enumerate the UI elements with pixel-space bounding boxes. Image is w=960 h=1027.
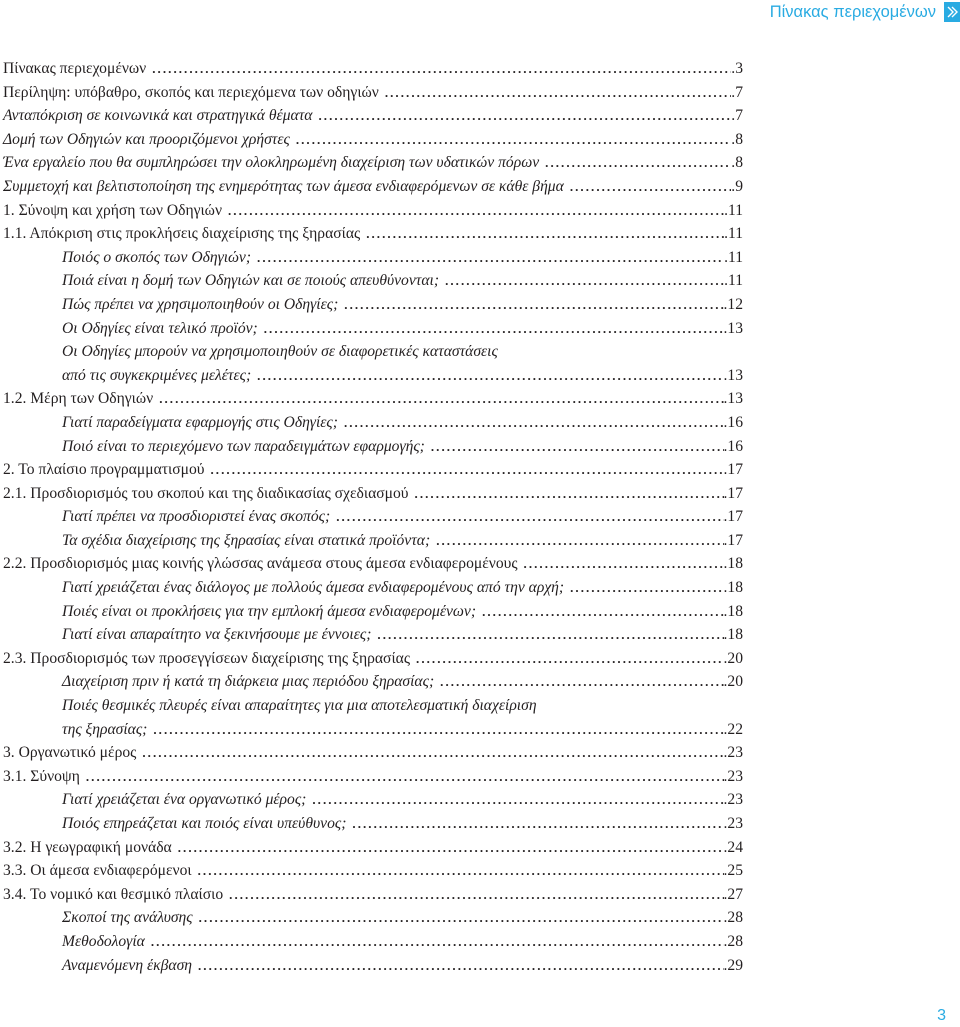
toc-entry-page: .18: [723, 626, 743, 644]
page-number: 3: [937, 1007, 946, 1024]
toc-entry-title: Τα σχέδια διαχείρισης της ξηρασίας είναι στατικά προϊόντα;: [62, 531, 431, 549]
dot-leader: [409, 486, 724, 502]
toc-entry-title: 1.1. Απόκριση στις προκλήσεις διαχείρισης της ξηρασίας: [3, 225, 361, 243]
dot-leader: [539, 155, 731, 171]
dot-leader: [338, 297, 723, 313]
dot-leader: [306, 792, 723, 808]
toc-entry[interactable]: [3, 202, 743, 226]
toc-entry-title: Πίνακας περιεχομένων: [3, 60, 147, 77]
toc-entry-page: .18: [723, 555, 743, 573]
toc-entry-title: από τις συγκεκριμένες μελέτες;: [62, 366, 252, 384]
toc-entry-page: .11: [724, 225, 743, 243]
dot-leader: [192, 863, 724, 879]
toc-entry[interactable]: [3, 296, 743, 320]
dot-leader: [222, 203, 724, 219]
running-header: [770, 0, 960, 24]
toc-entry-page: .29: [723, 956, 743, 974]
dot-leader: [205, 462, 724, 478]
dot-leader: [330, 509, 723, 525]
toc-entry-page: .11: [724, 248, 743, 266]
toc-entry[interactable]: [3, 532, 743, 556]
toc-entry-title: Ποιές είναι οι προκλήσεις για την εμπλοκή άμεσα ενδιαφερομένων;: [62, 602, 477, 620]
toc-entry-page: .9: [731, 177, 743, 195]
toc-entry-title: 2.2. Προσδιορισμός μιας κοινής γλώσσας ανάμεσα στους άμεσα ενδιαφερομένους: [3, 555, 518, 573]
chevron-right-icon: [944, 2, 960, 22]
dot-leader: [434, 674, 723, 690]
toc-entry-title: Οι Οδηγίες μπορούν να χρησιμοποιηθούν σε διαφορετικές καταστάσεις: [62, 343, 498, 361]
toc-entry[interactable]: [3, 272, 743, 296]
dot-leader: [360, 226, 724, 242]
toc-entry-page: .22: [723, 720, 743, 738]
dot-leader: [439, 273, 724, 289]
dot-leader: [146, 61, 731, 77]
toc-entry-title: Περίληψη: υπόβαθρο, σκοπός και περιεχόμενα των οδηγιών: [3, 83, 379, 101]
toc-entry[interactable]: [3, 933, 743, 957]
toc-entry[interactable]: [3, 957, 743, 981]
toc-entry-page: .20: [723, 649, 743, 667]
dot-leader: [223, 887, 723, 903]
toc-entry-title: Οι Οδηγίες είναι τελικό προϊόν;: [62, 319, 258, 337]
dot-leader: [564, 580, 723, 596]
toc-entry[interactable]: [3, 84, 743, 108]
toc-entry-title: Πώς πρέπει να χρησιμοποιηθούν οι Οδηγίες;: [62, 295, 339, 313]
toc-entry[interactable]: [3, 414, 743, 438]
toc-entry[interactable]: [3, 673, 743, 697]
toc-entry[interactable]: [3, 886, 743, 910]
toc-entry-title: Ποιό είναι το περιεχόμενο των παραδειγμάτων εφαρμογής;: [62, 437, 425, 455]
toc-entry-page: .17: [723, 531, 743, 549]
toc-entry[interactable]: [3, 768, 743, 792]
toc-entry[interactable]: [3, 343, 743, 367]
toc-entry[interactable]: [3, 697, 743, 721]
toc-entry[interactable]: [3, 650, 743, 674]
toc-entry-page: .17: [723, 484, 743, 502]
toc-entry-title: 3.3. Οι άμεσα ενδιαφερόμενοι: [3, 862, 192, 880]
toc-entry[interactable]: [3, 721, 743, 745]
toc-entry-title: Ποιές θεσμικές πλευρές είναι απαραίτητες για μια αποτελεσματική διαχείριση: [62, 697, 537, 715]
dot-leader: [312, 108, 731, 124]
dot-leader: [258, 321, 724, 337]
toc-entry-title: Γιατί χρειάζεται ένας διάλογος με πολλούς άμεσα ενδιαφερομένους από την αρχή;: [62, 579, 565, 597]
toc-entry[interactable]: [3, 744, 743, 768]
toc-entry[interactable]: [3, 225, 743, 249]
toc-entry[interactable]: [3, 555, 743, 579]
toc-entry-page: .23: [723, 744, 743, 762]
toc-entry-title: Ποιός ο σκοπός των Οδηγιών;: [62, 248, 252, 266]
toc-entry-title: 2.3. Προσδιορισμός των προσεγγίσεων διαχείρισης της ξηρασίας: [3, 649, 411, 667]
toc-entry-title: Ένα εργαλείο που θα συμπληρώσει την ολοκληρωμένη διαχείριση των υδατικών πόρων: [3, 154, 540, 172]
toc-entry-page: .13: [723, 319, 743, 337]
dot-leader: [147, 722, 723, 738]
dot-leader: [153, 391, 723, 407]
toc-entry-page: .27: [723, 885, 743, 903]
toc-entry-title: Αναμενόμενη έκβαση: [62, 956, 192, 974]
dot-leader: [145, 934, 724, 950]
dot-leader: [518, 556, 724, 572]
toc-entry[interactable]: [3, 579, 743, 603]
toc-entry-page: .18: [723, 579, 743, 597]
toc-entry-page: .8: [731, 154, 743, 172]
toc-entry-page: .8: [731, 130, 743, 148]
toc-entry-title: 3.1. Σύνοψη: [3, 767, 80, 785]
toc-entry-page: .28: [723, 932, 743, 950]
toc-entry[interactable]: [3, 461, 743, 485]
dot-leader: [476, 604, 723, 620]
toc-entry-title: Σκοποί της ανάλυσης: [62, 909, 193, 927]
toc-entry[interactable]: [3, 603, 743, 627]
toc-entry[interactable]: [3, 839, 743, 863]
dot-leader: [371, 627, 723, 643]
toc-entry-title: Συμμετοχή και βελτιστοποίηση της ενημερότητας των άμεσα ενδιαφερόμενων σε κάθε βήμα: [3, 177, 564, 195]
toc-entry[interactable]: [3, 438, 743, 462]
dot-leader: [379, 85, 731, 101]
dot-leader: [410, 651, 723, 667]
dot-leader: [251, 250, 724, 266]
toc-entry-page: .7: [731, 83, 743, 101]
dot-leader: [136, 745, 723, 761]
toc-entry[interactable]: [3, 320, 743, 344]
dot-leader: [430, 533, 723, 549]
dot-leader: [290, 132, 731, 148]
toc-entry-page: .23: [723, 791, 743, 809]
toc-entry[interactable]: [3, 178, 743, 202]
dot-leader: [172, 840, 724, 856]
toc-entry[interactable]: [3, 862, 743, 886]
toc-entry[interactable]: [3, 107, 743, 131]
toc-entry-page: .28: [723, 909, 743, 927]
toc-entry[interactable]: [3, 485, 743, 509]
toc-entry-title: 3.2. Η γεωγραφική μονάδα: [3, 838, 172, 856]
table-of-contents: [3, 60, 743, 980]
toc-entry-page: .20: [723, 673, 743, 691]
toc-entry-title: Μεθοδολογία: [62, 932, 145, 950]
toc-entry[interactable]: [3, 909, 743, 933]
toc-entry-page: .23: [723, 815, 743, 832]
dot-leader: [193, 910, 724, 926]
header-title: Πίνακας περιεχομένων: [769, 3, 936, 21]
toc-entry-title: Γιατί πρέπει να προσδιοριστεί ένας σκοπός;: [62, 508, 331, 526]
toc-entry[interactable]: [3, 131, 743, 155]
toc-entry-page: .7: [731, 107, 743, 125]
toc-entry[interactable]: [3, 626, 743, 650]
toc-entry-title: Γιατί είναι απαραίτητο να ξεκινήσουμε με έννοιες;: [62, 626, 372, 644]
toc-entry-page: .17: [723, 461, 743, 479]
toc-entry-page: .25: [723, 862, 743, 880]
toc-entry[interactable]: [3, 508, 743, 532]
dot-leader: [338, 415, 724, 431]
toc-entry-title: 2.1. Προσδιορισμός του σκοπού και της διαδικασίας σχεδιασμού: [3, 484, 409, 502]
dot-leader: [564, 179, 731, 195]
toc-entry-title: Γιατί παραδείγματα εφαρμογής στις Οδηγίες;: [62, 413, 338, 431]
toc-entry-page: .11: [724, 272, 743, 290]
toc-entry-page: .11: [724, 201, 743, 219]
toc-entry[interactable]: [3, 791, 743, 815]
toc-entry[interactable]: [3, 815, 743, 839]
toc-entry[interactable]: [3, 249, 743, 273]
toc-entry-page: .16: [723, 413, 743, 431]
toc-entry-title: 3.4. Το νομικό και θεσμικό πλαίσιο: [3, 885, 224, 903]
dot-leader: [425, 439, 724, 455]
toc-entry-page: .16: [723, 437, 743, 455]
toc-entry-page: .17: [723, 508, 743, 526]
toc-entry-title: Δομή των Οδηγιών και προοριζόμενοι χρήστες: [3, 130, 290, 148]
toc-entry-page: .24: [723, 838, 743, 856]
toc-entry[interactable]: [3, 390, 743, 414]
toc-entry-page: .3: [731, 60, 743, 77]
toc-entry-title: Διαχείριση πριν ή κατά τη διάρκεια μιας περιόδου ξηρασίας;: [62, 673, 435, 691]
toc-entry-title: 2. Το πλαίσιο προγραμματισμού: [3, 461, 205, 479]
toc-entry-title: Γιατί χρειάζεται ένα οργανωτικό μέρος;: [62, 791, 307, 809]
dot-leader: [251, 368, 723, 384]
toc-entry[interactable]: [3, 60, 743, 84]
dot-leader: [80, 769, 724, 785]
toc-entry-page: .18: [723, 602, 743, 620]
toc-entry-page: .12: [723, 295, 743, 313]
toc-entry-title: της ξηρασίας;: [62, 720, 148, 738]
dot-leader: [346, 816, 723, 832]
toc-entry[interactable]: [3, 154, 743, 178]
toc-entry-title: 1.2. Μέρη των Οδηγιών: [3, 390, 154, 408]
dot-leader: [192, 958, 724, 974]
toc-entry-page: .13: [723, 366, 743, 384]
toc-entry-title: Ποιά είναι η δομή των Οδηγιών και σε ποιούς απευθύνονται;: [62, 272, 440, 290]
toc-entry-page: .23: [723, 767, 743, 785]
toc-entry[interactable]: [3, 367, 743, 391]
toc-entry-title: 3. Οργανωτικό μέρος: [3, 744, 137, 762]
toc-entry-title: 1. Σύνοψη και χρήση των Οδηγιών: [3, 201, 222, 219]
toc-entry-page: .13: [723, 390, 743, 408]
toc-entry-title: Ποιός επηρεάζεται και ποιός είναι υπεύθυνος;: [62, 815, 347, 832]
toc-entry-title: Ανταπόκριση σε κοινωνικά και στρατηγικά θέματα: [3, 107, 313, 125]
